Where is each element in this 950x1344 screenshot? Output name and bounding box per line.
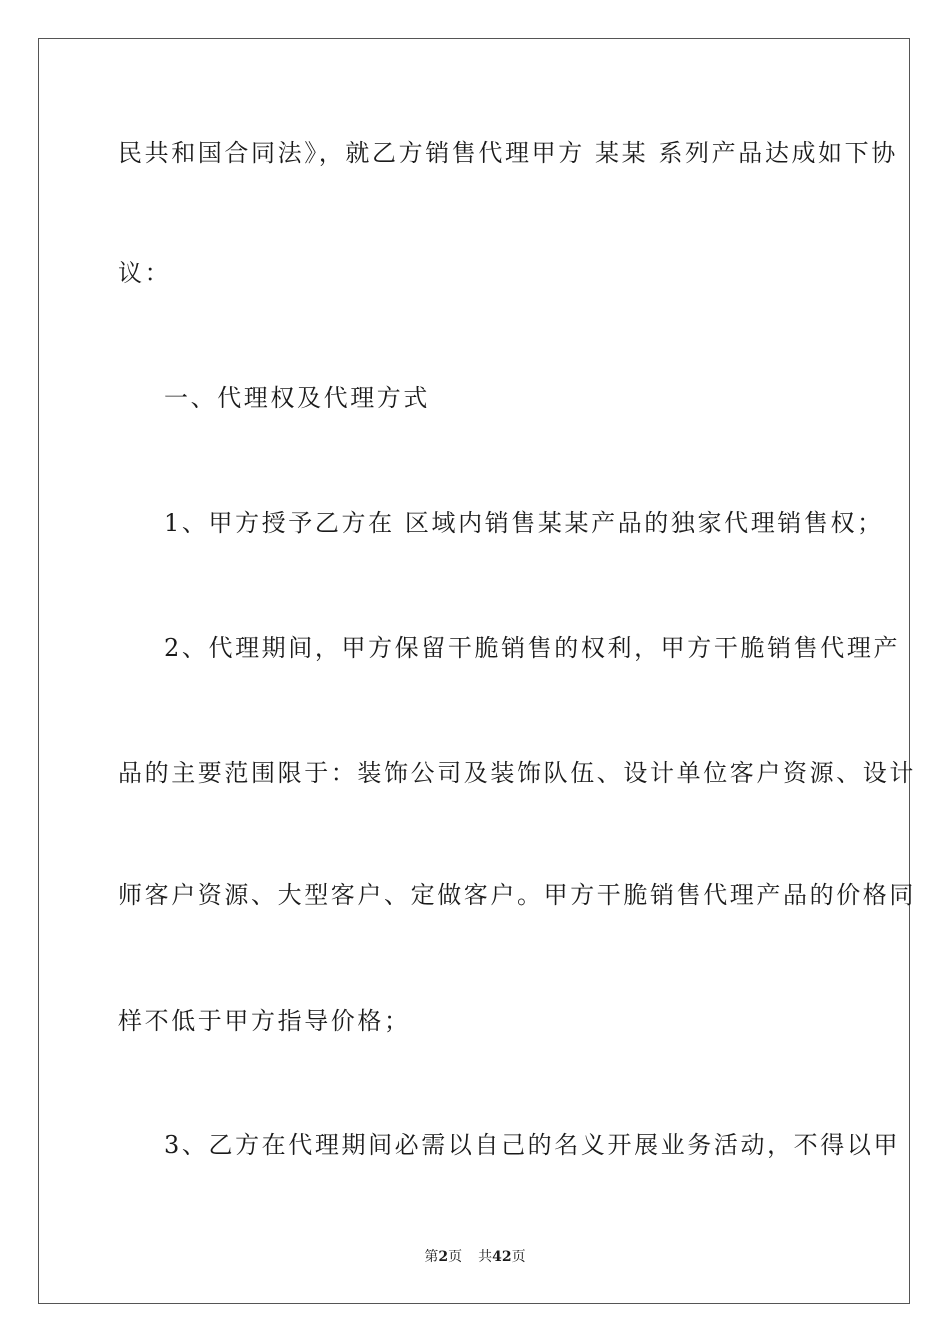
page-number: 2 — [438, 1249, 449, 1265]
section-heading: 一、代理权及代理方式 — [164, 384, 430, 412]
total-suffix: 页 — [511, 1249, 526, 1265]
clause-3-text: 3、乙方在代理期间必需以自己的名义开展业务活动，不得以甲 — [164, 1131, 901, 1159]
page-suffix: 页 — [448, 1249, 463, 1265]
body-text-line: 样不低于甲方指导价格； — [118, 1007, 411, 1035]
body-text-line: 民共和国合同法》，就乙方销售代理甲方 某某 系列产品达成如下协 — [118, 139, 898, 167]
page-frame — [38, 38, 910, 1304]
body-text-line: 师客户资源、大型客户、定做客户。甲方干脆销售代理产品的价格同 — [118, 881, 916, 909]
total-pages: 42 — [492, 1249, 512, 1265]
clause-1-text: 1、甲方授予乙方在 区域内销售某某产品的独家代理销售权； — [164, 509, 884, 537]
body-text-line: 品的主要范围限于：装饰公司及装饰队伍、设计单位客户资源、设计 — [118, 759, 916, 787]
page-footer — [0, 1248, 950, 1266]
total-prefix: 共 — [478, 1249, 493, 1265]
page-prefix: 第 — [424, 1249, 439, 1265]
body-text-line: 议： — [118, 259, 172, 287]
clause-2-text: 2、代理期间，甲方保留干脆销售的权利，甲方干脆销售代理产 — [164, 634, 901, 662]
